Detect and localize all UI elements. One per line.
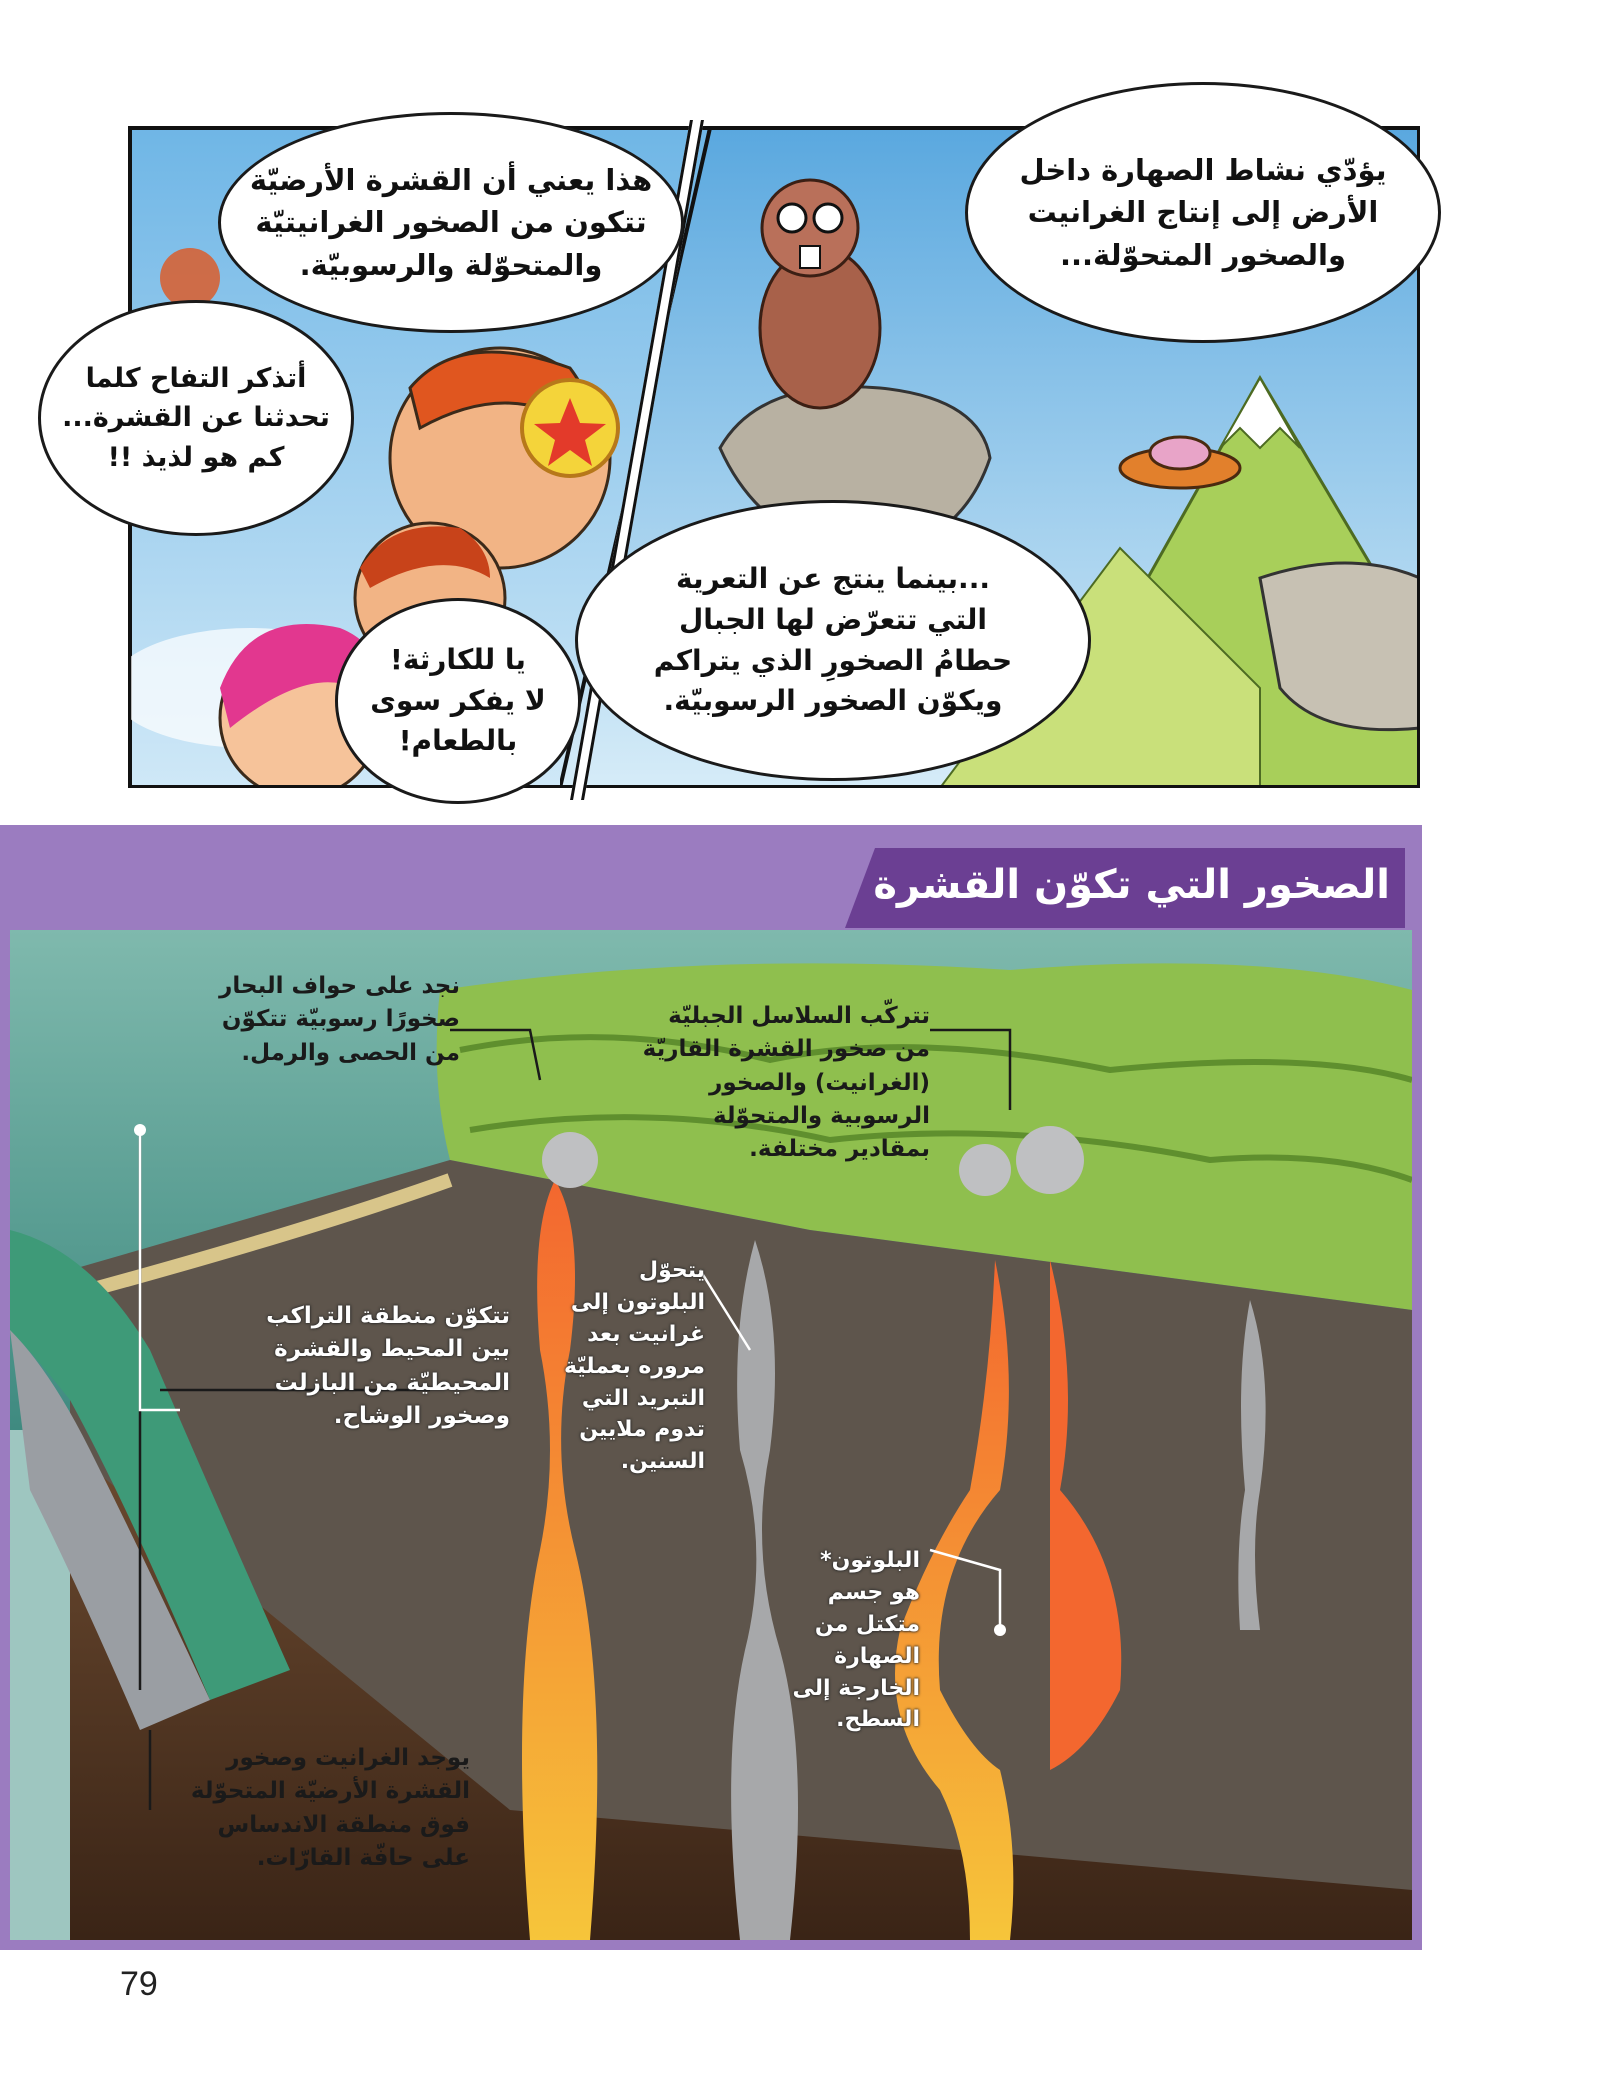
label-overlap-zone: تتكوّن منطقة التراكب بين المحيط والقشرة المحيطيّة من البازلت وصخور الوشاح. xyxy=(266,1303,510,1430)
label-pluton-to-granite: يتحوّل البلوتون إلى غرانيت بعد مروره بعمليّة التبريد التي تدوم ملايين السنين. xyxy=(563,1258,705,1475)
speech-bubble-left-middle: أتذكر التفاح كلما تحدثنا عن القشرة... كم هو لذيذ !! xyxy=(38,300,354,536)
speech-bubble-left-bottom: يا للكارثة! لا يفكر سوى بالطعام! xyxy=(335,598,581,804)
speech-bubble-right-bottom: ...بينما ينتج عن التعرية التي تتعرّض لها الجبال حطامُ الصخورِ الذي يتراكم ويكوّن الصخور الرسوبيّة. xyxy=(575,500,1091,781)
page-number: 79 xyxy=(120,1965,158,2003)
label-pluton-definition: البلوتون* هو جسم متكتل من الصهارة الخارجة إلى السطح. xyxy=(792,1548,920,1733)
speech-bubble-left-top: هذا يعني أن القشرة الأرضيّة تتكون من الصخور الغرانيتيّة والمتحوّلة والرسوبيّة. xyxy=(218,112,684,333)
smoke-plume-middle xyxy=(959,1144,1011,1196)
smoke-plume-left xyxy=(542,1132,598,1188)
label-subduction-zone: يوجد الغرانيت وصخور القشرة الأرضيّة المتحوّلة فوق منطقة الاندساس على حافّة القارّات. xyxy=(190,1745,470,1872)
section-title: الصخور التي تكوّن القشرة xyxy=(873,862,1390,908)
label-mountain-ranges: تتركّب السلاسل الجبليّة من صخور القشرة القاريّة (الغرانيت) والصخور الرسوبية والمتحوّلة بمقادير مختلفة. xyxy=(642,1003,930,1163)
speech-bubble-right-top: يؤدّي نشاط الصهارة داخل الأرض إلى إنتاج الغرانيت والصخور المتحوّلة... xyxy=(965,82,1441,343)
label-beaches: نجد على حواف البحار صخورًا رسوبيّة تتكوّن من الحصى والرمل. xyxy=(219,973,460,1066)
smoke-plume-right xyxy=(1016,1126,1084,1194)
